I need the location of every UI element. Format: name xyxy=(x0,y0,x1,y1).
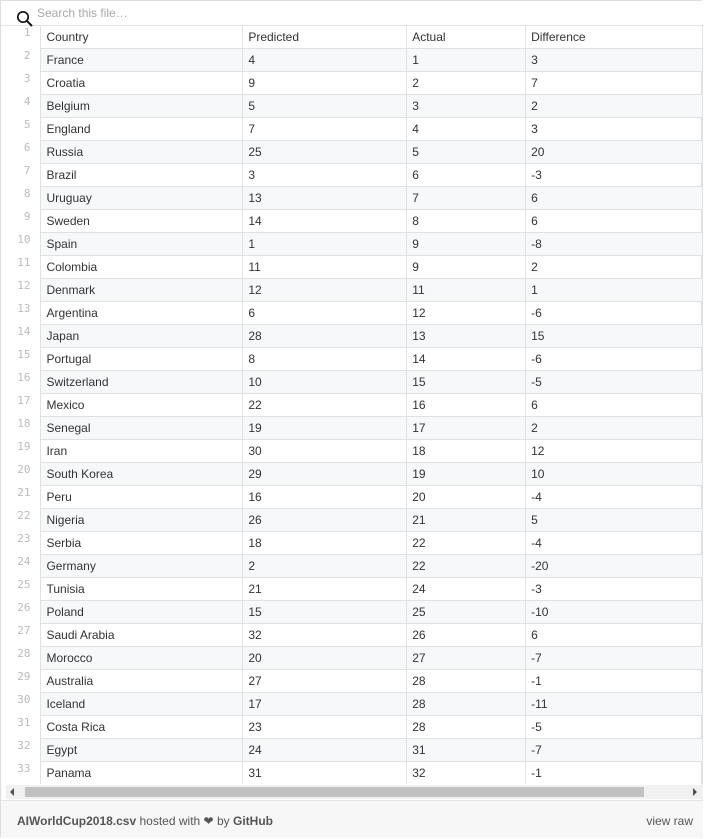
line-number[interactable]: 32 xyxy=(17,738,31,752)
line-number[interactable]: 7 xyxy=(23,163,31,177)
cell-country: Argentina xyxy=(41,302,243,325)
table-header-row xyxy=(1,26,703,49)
cell-country: Russia xyxy=(41,141,243,164)
cell-predicted: 24 xyxy=(243,739,407,762)
cell-predicted: 1 xyxy=(243,233,407,256)
cell-difference: 12 xyxy=(526,440,703,463)
cell-difference: -1 xyxy=(526,762,703,785)
cell-predicted: 23 xyxy=(243,716,407,739)
cell-actual: 9 xyxy=(407,233,526,256)
cell-predicted: 21 xyxy=(243,578,407,601)
line-number[interactable]: 22 xyxy=(17,508,31,522)
cell-predicted: 29 xyxy=(243,463,407,486)
table-row xyxy=(1,72,703,95)
cell-country: Poland xyxy=(41,601,243,624)
cell-difference: 6 xyxy=(526,187,703,210)
line-number[interactable]: 30 xyxy=(17,692,31,706)
cell-difference: -5 xyxy=(526,371,703,394)
line-number[interactable]: 3 xyxy=(23,71,31,85)
cell-actual: 18 xyxy=(407,440,526,463)
table-row xyxy=(1,187,703,210)
cell-country: Uruguay xyxy=(41,187,243,210)
line-number[interactable]: 23 xyxy=(17,531,31,545)
table-row xyxy=(1,555,703,578)
cell-predicted: 22 xyxy=(243,394,407,417)
cell-difference: 1 xyxy=(526,279,703,302)
header-predicted: Predicted xyxy=(243,26,407,49)
header-actual: Actual xyxy=(407,26,526,49)
cell-predicted: 11 xyxy=(243,256,407,279)
line-number[interactable]: 17 xyxy=(17,393,31,407)
cell-predicted: 20 xyxy=(243,647,407,670)
table-row xyxy=(1,647,703,670)
table-row xyxy=(1,233,703,256)
cell-difference: 6 xyxy=(526,394,703,417)
cell-actual: 15 xyxy=(407,371,526,394)
cell-country: Peru xyxy=(41,486,243,509)
cell-actual: 16 xyxy=(407,394,526,417)
cell-country: Saudi Arabia xyxy=(41,624,243,647)
cell-difference: -7 xyxy=(526,647,703,670)
cell-difference: 2 xyxy=(526,417,703,440)
cell-predicted: 5 xyxy=(243,95,407,118)
cell-actual: 8 xyxy=(407,210,526,233)
scrollbar-thumb[interactable] xyxy=(25,787,644,797)
table-row xyxy=(1,624,703,647)
line-number[interactable]: 24 xyxy=(17,554,31,568)
table-row xyxy=(1,394,703,417)
line-number[interactable]: 11 xyxy=(17,255,31,269)
cell-country: Japan xyxy=(41,325,243,348)
cell-country: Costa Rica xyxy=(41,716,243,739)
line-number[interactable]: 12 xyxy=(17,278,31,292)
cell-difference: -7 xyxy=(526,739,703,762)
cell-actual: 28 xyxy=(407,716,526,739)
search-bar xyxy=(1,1,703,26)
cell-predicted: 15 xyxy=(243,601,407,624)
table-row xyxy=(1,279,703,302)
line-number[interactable]: 19 xyxy=(17,439,31,453)
cell-difference: 15 xyxy=(526,325,703,348)
gist-footer xyxy=(1,800,703,838)
by-text: by xyxy=(216,814,230,828)
cell-country: Serbia xyxy=(41,532,243,555)
gist-meta xyxy=(17,814,273,828)
cell-difference: 7 xyxy=(526,72,703,95)
cell-actual: 31 xyxy=(407,739,526,762)
cell-country: Senegal xyxy=(41,417,243,440)
cell-country: Iran xyxy=(41,440,243,463)
cell-actual: 28 xyxy=(407,693,526,716)
cell-country: Nigeria xyxy=(41,509,243,532)
line-number[interactable]: 33 xyxy=(17,761,31,775)
cell-predicted: 14 xyxy=(243,210,407,233)
line-number[interactable]: 31 xyxy=(17,715,31,729)
cell-difference: -5 xyxy=(526,716,703,739)
horizontal-scrollbar[interactable] xyxy=(6,785,703,799)
cell-predicted: 26 xyxy=(243,509,407,532)
table-row xyxy=(1,578,703,601)
cell-country: Morocco xyxy=(41,647,243,670)
cell-difference: -3 xyxy=(526,578,703,601)
cell-predicted: 8 xyxy=(243,348,407,371)
cell-country: Colombia xyxy=(41,256,243,279)
cell-actual: 24 xyxy=(407,578,526,601)
cell-difference: 2 xyxy=(526,256,703,279)
line-number[interactable]: 21 xyxy=(17,485,31,499)
cell-actual: 22 xyxy=(407,555,526,578)
cell-actual: 25 xyxy=(407,601,526,624)
cell-country: Spain xyxy=(41,233,243,256)
table-row xyxy=(1,210,703,233)
csv-table xyxy=(1,25,703,784)
cell-difference: -10 xyxy=(526,601,703,624)
cell-actual: 6 xyxy=(407,164,526,187)
line-number[interactable]: 14 xyxy=(17,324,31,338)
cell-country: Denmark xyxy=(41,279,243,302)
cell-difference: -20 xyxy=(526,555,703,578)
table-row xyxy=(1,739,703,762)
cell-predicted: 25 xyxy=(243,141,407,164)
cell-actual: 22 xyxy=(407,532,526,555)
cell-country: Portugal xyxy=(41,348,243,371)
cell-predicted: 19 xyxy=(243,417,407,440)
table-row xyxy=(1,95,703,118)
table-row xyxy=(1,532,703,555)
line-number[interactable]: 20 xyxy=(17,462,31,476)
line-number[interactable]: 13 xyxy=(17,301,31,315)
cell-actual: 9 xyxy=(407,256,526,279)
cell-actual: 32 xyxy=(407,762,526,785)
cell-difference: 10 xyxy=(526,463,703,486)
cell-country: France xyxy=(41,49,243,72)
line-number[interactable]: 9 xyxy=(23,209,31,223)
line-number[interactable]: 28 xyxy=(17,646,31,660)
cell-country: Australia xyxy=(41,670,243,693)
cell-country: South Korea xyxy=(41,463,243,486)
cell-country: Switzerland xyxy=(41,371,243,394)
table-row xyxy=(1,670,703,693)
scroll-right-arrow-icon[interactable] xyxy=(693,788,697,796)
cell-country: Sweden xyxy=(41,210,243,233)
cell-predicted: 12 xyxy=(243,279,407,302)
scroll-left-arrow-icon[interactable] xyxy=(10,788,14,796)
line-number[interactable]: 10 xyxy=(17,232,31,246)
table-row xyxy=(1,509,703,532)
cell-country: Germany xyxy=(41,555,243,578)
table-row xyxy=(1,118,703,141)
cell-country: Mexico xyxy=(41,394,243,417)
cell-actual: 19 xyxy=(407,463,526,486)
cell-predicted: 10 xyxy=(243,371,407,394)
table-row xyxy=(1,486,703,509)
line-number[interactable]: 4 xyxy=(23,94,31,108)
cell-difference: 5 xyxy=(526,509,703,532)
line-number[interactable]: 26 xyxy=(17,600,31,614)
table-row xyxy=(1,164,703,187)
cell-country: Croatia xyxy=(41,72,243,95)
cell-predicted: 13 xyxy=(243,187,407,210)
cell-country: Panama xyxy=(41,762,243,785)
header-difference: Difference xyxy=(526,26,703,49)
cell-predicted: 16 xyxy=(243,486,407,509)
cell-actual: 5 xyxy=(407,141,526,164)
cell-actual: 1 xyxy=(407,49,526,72)
table-row xyxy=(1,762,703,785)
cell-actual: 11 xyxy=(407,279,526,302)
cell-predicted: 3 xyxy=(243,164,407,187)
line-number[interactable]: 2 xyxy=(23,48,31,62)
cell-actual: 17 xyxy=(407,417,526,440)
line-number[interactable]: 8 xyxy=(23,186,31,200)
cell-predicted: 17 xyxy=(243,693,407,716)
cell-actual: 12 xyxy=(407,302,526,325)
cell-country: Egypt xyxy=(41,739,243,762)
heart-icon: ❤ xyxy=(203,814,214,828)
cell-predicted: 28 xyxy=(243,325,407,348)
cell-predicted: 18 xyxy=(243,532,407,555)
line-number[interactable]: 6 xyxy=(23,140,31,154)
line-number[interactable]: 15 xyxy=(17,347,31,361)
table-row xyxy=(1,417,703,440)
cell-difference: -3 xyxy=(526,164,703,187)
cell-difference: 2 xyxy=(526,95,703,118)
table-row xyxy=(1,302,703,325)
cell-predicted: 32 xyxy=(243,624,407,647)
github-link[interactable]: GitHub xyxy=(232,814,273,828)
cell-difference: 6 xyxy=(526,210,703,233)
line-number[interactable]: 5 xyxy=(23,117,31,131)
cell-actual: 27 xyxy=(407,647,526,670)
cell-country: England xyxy=(41,118,243,141)
hosted-with-text: hosted with xyxy=(139,814,201,828)
cell-country: Iceland xyxy=(41,693,243,716)
line-number[interactable]: 29 xyxy=(17,669,31,683)
cell-actual: 26 xyxy=(407,624,526,647)
cell-predicted: 7 xyxy=(243,118,407,141)
cell-difference: 3 xyxy=(526,49,703,72)
cell-predicted: 6 xyxy=(243,302,407,325)
line-number[interactable]: 18 xyxy=(17,416,31,430)
table-row xyxy=(1,371,703,394)
cell-predicted: 4 xyxy=(243,49,407,72)
view-raw-link[interactable]: view raw xyxy=(646,814,693,828)
cell-actual: 7 xyxy=(407,187,526,210)
cell-actual: 21 xyxy=(407,509,526,532)
cell-difference: 20 xyxy=(526,141,703,164)
table-row xyxy=(1,440,703,463)
line-number[interactable]: 16 xyxy=(17,370,31,384)
cell-difference: -1 xyxy=(526,670,703,693)
line-number[interactable]: 27 xyxy=(17,623,31,637)
table-row xyxy=(1,601,703,624)
cell-predicted: 31 xyxy=(243,762,407,785)
file-link[interactable]: AIWorldCup2018.csv xyxy=(17,814,137,828)
cell-country: Brazil xyxy=(41,164,243,187)
cell-actual: 2 xyxy=(407,72,526,95)
cell-difference: -8 xyxy=(526,233,703,256)
table-row xyxy=(1,325,703,348)
cell-difference: -6 xyxy=(526,348,703,371)
cell-predicted: 30 xyxy=(243,440,407,463)
table-row xyxy=(1,348,703,371)
cell-predicted: 2 xyxy=(243,555,407,578)
cell-actual: 13 xyxy=(407,325,526,348)
cell-country: Belgium xyxy=(41,95,243,118)
cell-difference: -4 xyxy=(526,486,703,509)
table-row xyxy=(1,716,703,739)
cell-difference: 3 xyxy=(526,118,703,141)
cell-difference: 6 xyxy=(526,624,703,647)
cell-actual: 14 xyxy=(407,348,526,371)
table-row xyxy=(1,693,703,716)
cell-country: Tunisia xyxy=(41,578,243,601)
header-country: Country xyxy=(41,26,243,49)
table-row xyxy=(1,49,703,72)
cell-actual: 20 xyxy=(407,486,526,509)
cell-actual: 3 xyxy=(407,95,526,118)
cell-difference: -6 xyxy=(526,302,703,325)
cell-difference: -4 xyxy=(526,532,703,555)
cell-actual: 4 xyxy=(407,118,526,141)
search-input[interactable] xyxy=(37,3,677,23)
csv-table-container xyxy=(1,25,703,784)
cell-predicted: 9 xyxy=(243,72,407,95)
line-number[interactable]: 1 xyxy=(23,25,31,39)
cell-predicted: 27 xyxy=(243,670,407,693)
table-row xyxy=(1,141,703,164)
table-row xyxy=(1,463,703,486)
cell-difference: -11 xyxy=(526,693,703,716)
cell-actual: 28 xyxy=(407,670,526,693)
table-row xyxy=(1,256,703,279)
table-body xyxy=(1,49,703,785)
line-number[interactable]: 25 xyxy=(17,577,31,591)
